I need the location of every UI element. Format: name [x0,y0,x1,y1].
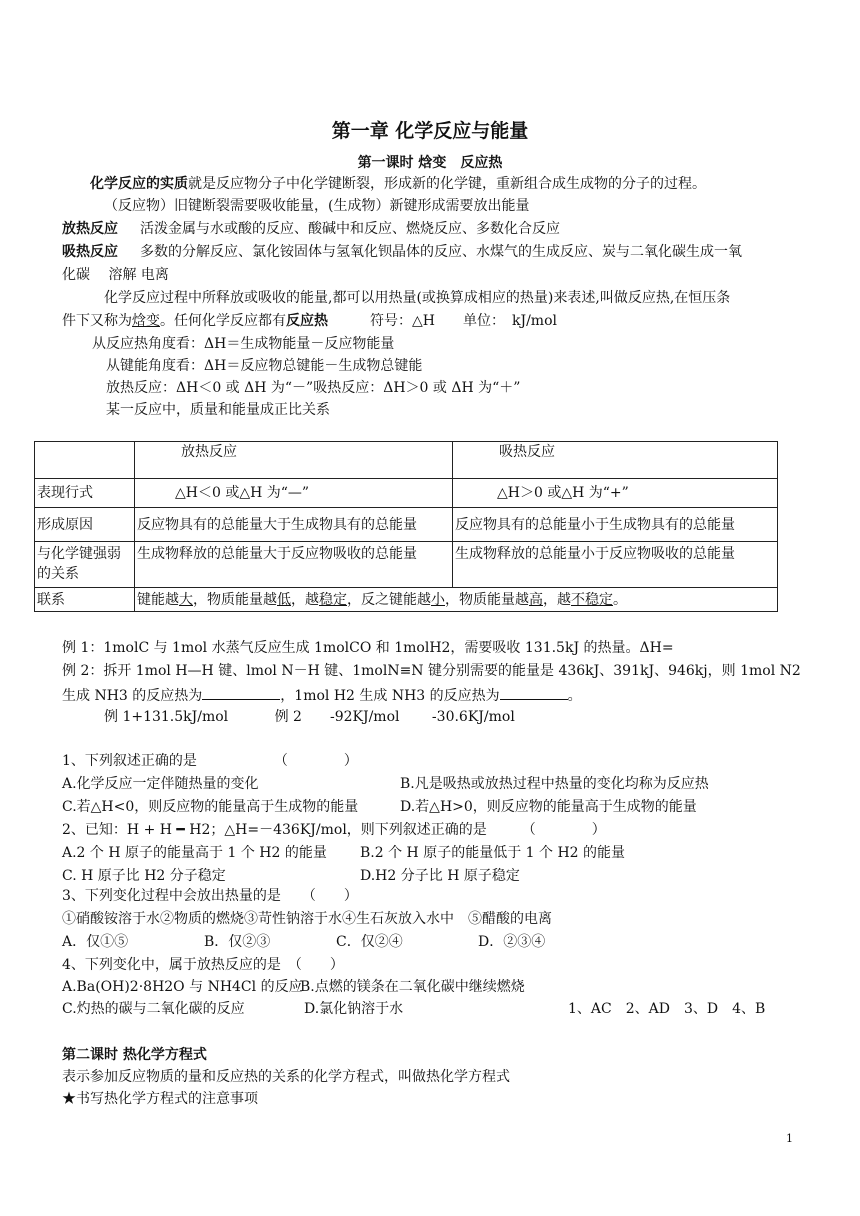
q1-option-b: B.凡是吸热或放热过程中热量的变化均称为反应热 [400,776,709,792]
def-text-a: 件下又称为 [62,313,132,329]
definition-line-2 [62,311,557,331]
page-title: 第一章 化学反应与能量 [331,120,529,142]
table-row [35,508,778,542]
question-4: 4、下列变化中，属于放热反应的是 （ ） [62,957,344,973]
question-1: 1、下列叙述正确的是 （ ） [62,753,358,769]
comparison-table [34,441,778,612]
answer-blank-1[interactable] [202,684,280,700]
table-link-row [35,588,778,612]
q2-option-c: C. H 原子比 H2 分子稳定 [62,868,226,884]
lesson2-definition: 表示参加反应物质的量和反应热的关系的化学方程式，叫做热化学方程式 [62,1069,510,1085]
q4-option-b: B.点燃的镁条在二氧化碳中继续燃烧 [300,979,525,995]
exo-text: 活泼金属与水或酸的反应、酸碱中和反应、燃烧反应、多数化合反应 [140,221,560,237]
table-row [35,479,778,508]
q2-option-b: B.2 个 H 原子的能量低于 1 个 H2 的能量 [360,845,626,861]
example-2-line-2: 生成 NH3 的反应热为 ，1mol H2 生成 NH3 的反应热为 。 [62,684,582,706]
link-label: 联系 [35,588,135,612]
row-exo-cell: 反应物具有的总能量大于生成物具有的总能量 [135,508,453,542]
lesson1-heading: 第一课时 焓变 反应热 [357,155,503,171]
row-endo-cell: △H＞0 或△H 为“+” [453,479,778,508]
endo-text-2: 化碳 溶解 电离 [62,267,169,283]
example-1: 例 1：1molC 与 1mol 水蒸气反应生成 1molCO 和 1molH2，需要吸收 131.5kJ 的热量。ΔH= [62,640,674,656]
page-number: 1 [786,1132,793,1145]
bond-line: （反应物）旧键断裂需要吸收能量，(生成物）新键形成需要放出能量 [104,198,530,214]
exo-term: 放热反应 [62,221,118,237]
endo-term: 吸热反应 [62,244,118,260]
lesson2-note: ★书写热化学方程式的注意事项 [62,1091,258,1107]
q4-option-d: D.氯化钠溶于水 [304,1001,404,1017]
answer-blank-2[interactable] [500,684,568,700]
row-exo-cell: 生成物释放的总能量大于反应物吸收的总能量 [135,542,453,588]
endo-line [62,242,742,262]
exo-line [62,219,560,239]
q2-option-a: A.2 个 H 原子的能量高于 1 个 H2 的能量 [62,845,327,861]
definition-line-1: 化学反应过程中所释放或吸收的能量,都可以用热量(或换算成相应的热量)来表述,叫做反应热,在恒压条 [104,290,731,306]
energy-view-line: 从反应热角度看：ΔH＝生成物能量－反应物能量 [92,336,395,352]
question-2: 2、已知：H + H ━ H2；△H=－436KJ/mol，则下列叙述正确的是 （ ） [62,822,606,838]
row-endo-cell: 生成物释放的总能量小于反应物吸收的总能量 [453,542,778,588]
row-label: 与化学键强弱的关系 [35,542,135,588]
row-label: 形成原因 [35,508,135,542]
row-exo-cell: △H＜0 或△H 为“—” [135,479,453,508]
essence-paragraph [90,174,706,194]
table-header-row [35,442,778,479]
row-endo-cell: 反应物具有的总能量小于生成物具有的总能量 [453,508,778,542]
proportional-line: 某一反应中，质量和能量成正比关系 [106,402,330,418]
q2-option-d: D.H2 分子比 H 原子稳定 [360,868,520,884]
q1-option-d: D.若△H>0，则反应物的能量高于生成物的能量 [400,799,697,815]
question-3: 3、下列变化过程中会放出热量的是 （ ） [62,888,358,904]
table-row [35,542,778,588]
q3-option-b: B．仅②③ [204,934,271,950]
header-cell-endo: 吸热反应 [453,442,778,479]
bond-view-line: 从键能角度看：ΔH＝反应物总键能－生成物总键能 [106,358,423,374]
example-answers: 例 1+131.5kJ/mol 例 2 -92KJ/mol -30.6KJ/mol [104,709,515,725]
q3-option-d: D．②③④ [478,934,546,950]
essence-term: 化学反应的实质 [90,176,188,192]
essence-text: 就是反应物分子中化学键断裂，形成新的化学键，重新组合成生成物的分子的过程。 [188,176,706,192]
link-cell: 键能越大，物质能量越低，越稳定，反之键能越小，物质能量越高，越不稳定。 [135,588,778,612]
header-cell-exo: 放热反应 [135,442,453,479]
q3-option-a: A．仅①⑤ [62,934,129,950]
q1-option-c: C.若△H<0，则反应物的能量高于生成物的能量 [62,799,359,815]
header-cell-empty [35,442,135,479]
reaction-heat-term: 反应热 [286,313,328,329]
answer-key: 1、AC 2、AD 3、D 4、B [568,1001,766,1017]
row-label: 表现行式 [35,479,135,508]
symbol-unit-text: 符号：△H 单位： kJ/mol [328,313,557,329]
q1-option-a: A.化学反应一定伴随热量的变化 [62,776,259,792]
lesson2-heading: 第二课时 热化学方程式 [62,1047,207,1063]
enthalpy-term: 焓变 [132,313,160,329]
endo-text-1: 多数的分解反应、氯化铵固体与氢氧化钡晶体的反应、水煤气的生成反应、炭与二氧化碳生成一氧 [140,244,742,260]
q4-option-a: A.Ba(OH)2·8H2O 与 NH4Cl 的反应 [62,979,303,995]
q3-option-c: C．仅②④ [336,934,403,950]
example-2-line-1: 例 2：拆开 1mol H—H 键、lmol N－H 键、1molN≡N 键分别需要的能量是 436kJ、391kJ、946kj，则 1mol N2 [62,663,801,679]
q3-items: ①硝酸铵溶于水②物质的燃烧③苛性钠溶于水④生石灰放入水中 ⑤醋酸的电离 [62,911,552,927]
def-text-b: 。任何化学反应都有 [160,313,286,329]
q4-option-c: C.灼热的碳与二氧化碳的反应 [62,1001,245,1017]
sign-rule-line: 放热反应：ΔH＜0 或 ΔH 为“－”吸热反应：ΔH＞0 或 ΔH 为“＋” [106,380,521,396]
